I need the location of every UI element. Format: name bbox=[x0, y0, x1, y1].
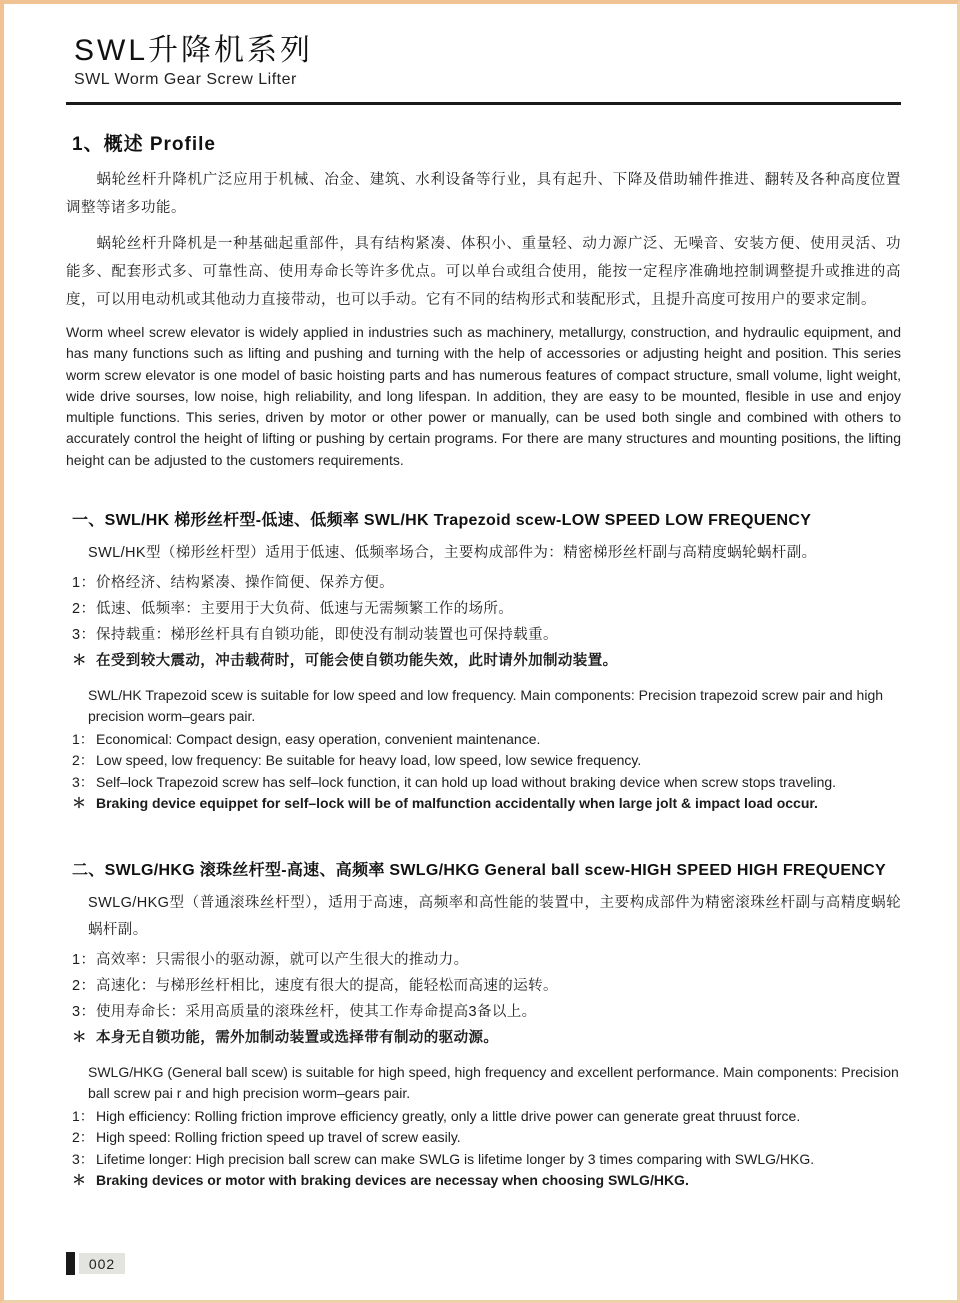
list-item-number: 1： bbox=[72, 1107, 94, 1124]
list-item bbox=[72, 600, 901, 619]
section2-intro-cn: SWLG/HKG型（普通滚珠丝杆型），适用于高速，高频率和高性能的装置中，主要构成部件为精密滚珠丝杆副与高精度蜗轮蜗杆副。 bbox=[88, 895, 901, 939]
list-item bbox=[72, 977, 901, 996]
section1-intro-cn: SWL/HK型（梯形丝杆型）适用于低速、低频率场合，主要构成部件为：精密梯形丝杆副与高精度蜗轮蜗杆副。 bbox=[88, 545, 817, 562]
asterisk-marker: ＊ bbox=[72, 795, 86, 812]
list-item bbox=[72, 1150, 901, 1169]
list-item bbox=[72, 1107, 901, 1126]
list-item-text: 使用寿命长：采用高质量的滚珠丝杆，使其工作寿命提高3备以上。 bbox=[96, 1004, 537, 1021]
list-item-number: 2： bbox=[72, 601, 96, 618]
profile-paragraph-en: Worm wheel screw elevator is widely applied in industries such as machinery, metallurgy, construction, and hydraulic equipment, and has many functions such as lifting and pushing and turning with the help of accessories or adjusting height and position. This series worm screw elevator is one model of basic hoisting parts and has numerous features of compact structure, small volume, light weight, wide drive sourses, low noise, high reliability, and long lifespan. In addition, they are easy to be mounted, flesible in use and enjoy multiple functions. This series, driven by motor or other power or manually, can be used both single and combined with others to accurately control the height of lifting or pushing by certain programs. For there are many structures and mounting positions, the lifting height can be adjusted to the customers requirements. bbox=[66, 324, 901, 468]
list-item-number: 2： bbox=[72, 752, 94, 769]
list-item-number: 3： bbox=[72, 1004, 96, 1021]
list-item-text: 高速化：与梯形丝杆相比，速度有很大的提高，能轻松而高速的运转。 bbox=[96, 978, 558, 995]
list-item bbox=[72, 751, 901, 770]
list-item bbox=[72, 773, 901, 792]
list-item-number: 3： bbox=[72, 1150, 94, 1167]
asterisk-marker: ＊ bbox=[72, 653, 87, 670]
list-item-text: 低速、低频率：主要用于大负荷、低速与无需频繁工作的场所。 bbox=[96, 601, 514, 618]
list-item bbox=[72, 730, 901, 749]
page-footer bbox=[66, 1252, 125, 1275]
profile-paragraph-cn-2: 蜗轮丝杆升降机是一种基础起重部件，具有结构紧凑、体积小、重量轻、动力源广泛、无噪音、安装方便、使用灵活、功能多、配套形式多、可靠性高、使用寿命长等许多优点。可以单台或组合使用，能按一定程序准确地控制调整提升或推进的高度，可以用电动机或其他动力直接带动，也可以手动。它有不同的结构形式和装配形式，且提升高度可按用户的要求定制。 bbox=[66, 236, 901, 308]
list-note bbox=[72, 1171, 901, 1190]
list-item bbox=[72, 1128, 901, 1147]
footer-accent-bar bbox=[66, 1252, 75, 1275]
page-number: 002 bbox=[79, 1253, 125, 1274]
list-item-text: Lifetime longer: High precision ball screw can make SWLG is lifetime longer by 3 times comparing with SWLG/HKG. bbox=[96, 1150, 815, 1167]
list-item-number: 1： bbox=[72, 952, 96, 969]
section2-list-cn bbox=[66, 951, 901, 1048]
list-item-text: 保持载重：梯形丝杆具有自锁功能，即使没有制动装置也可保持载重。 bbox=[96, 627, 558, 644]
list-item-number: 1： bbox=[72, 575, 96, 592]
list-note-text: Braking device equippet for self–lock will be of malfunction accidentally when large jolt & impact load occur. bbox=[96, 795, 818, 812]
list-item bbox=[72, 574, 901, 593]
list-item-number: 1： bbox=[72, 730, 94, 747]
list-item-text: High efficiency: Rolling friction improve efficiency greatly, only a little drive power can generate great thruust force. bbox=[96, 1107, 801, 1124]
asterisk-marker: ＊ bbox=[72, 1172, 86, 1189]
section1-intro-en: SWL/HK Trapezoid scew is suitable for low speed and low frequency. Main components: Precision trapezoid screw pair and high precision worm–gears pair. bbox=[88, 687, 884, 725]
list-note bbox=[72, 652, 901, 671]
doc-title-cn: SWL升降机系列 bbox=[74, 34, 314, 67]
list-item-text: Low speed, low frequency: Be suitable for heavy load, low speed, low sewice frequency. bbox=[96, 752, 642, 769]
section2-intro-en: SWLG/HKG (General ball scew) is suitable for high speed, high frequency and excellent performance. Main components: Precision ball screw pai r and high precision worm–gears pair. bbox=[88, 1064, 899, 1102]
list-item-text: Economical: Compact design, easy operation, convenient maintenance. bbox=[96, 730, 541, 747]
section1-heading: 一、SWL/HK 梯形丝杆型-低速、低频率 SWL/HK Trapezoid scew-LOW SPEED LOW FREQUENCY bbox=[72, 512, 812, 530]
list-item-text: 高效率：只需很小的驱动源，就可以产生很大的推动力。 bbox=[96, 952, 469, 969]
asterisk-marker: ＊ bbox=[72, 1030, 87, 1047]
list-item-text: Self–lock Trapezoid screw has self–lock function, it can hold up load without braking device when screw stops traveling. bbox=[96, 773, 837, 790]
doc-title-en: SWL Worm Gear Screw Lifter bbox=[74, 71, 297, 88]
list-item-number: 2： bbox=[72, 1129, 94, 1146]
list-note-text: 在受到较大震动，冲击载荷时，可能会使自锁功能失效，此时请外加制动装置。 bbox=[96, 653, 618, 670]
list-item-number: 3： bbox=[72, 627, 96, 644]
list-note bbox=[72, 794, 901, 813]
profile-heading: 1、概述 Profile bbox=[72, 134, 216, 155]
list-item-text: High speed: Rolling friction speed up travel of screw easily. bbox=[96, 1129, 461, 1146]
list-item-number: 3： bbox=[72, 773, 94, 790]
page-content bbox=[4, 4, 957, 1190]
section2-list-en bbox=[66, 1107, 901, 1191]
header-rule bbox=[66, 102, 901, 105]
section1-list-cn bbox=[66, 574, 901, 671]
section2-heading: 二、SWLG/HKG 滚珠丝杆型-高速、高频率 SWLG/HKG General ball scew-HIGH SPEED HIGH FREQUENCY bbox=[72, 862, 886, 880]
list-item-text: 价格经济、结构紧凑、操作简便、保养方便。 bbox=[96, 575, 394, 592]
list-item bbox=[72, 626, 901, 645]
list-note-text: Braking devices or motor with braking devices are necessay when choosing SWLG/HKG. bbox=[96, 1172, 689, 1189]
profile-paragraph-cn-1: 蜗轮丝杆升降机广泛应用于机械、冶金、建筑、水利设备等行业，具有起升、下降及借助辅件推进、翻转及各种高度位置调整等诸多功能。 bbox=[66, 172, 901, 216]
list-item bbox=[72, 951, 901, 970]
list-note bbox=[72, 1029, 901, 1048]
list-note-text: 本身无自锁功能，需外加制动装置或选择带有制动的驱动源。 bbox=[96, 1030, 499, 1047]
section1-list-en bbox=[66, 730, 901, 814]
list-item-number: 2： bbox=[72, 978, 96, 995]
list-item bbox=[72, 1003, 901, 1022]
